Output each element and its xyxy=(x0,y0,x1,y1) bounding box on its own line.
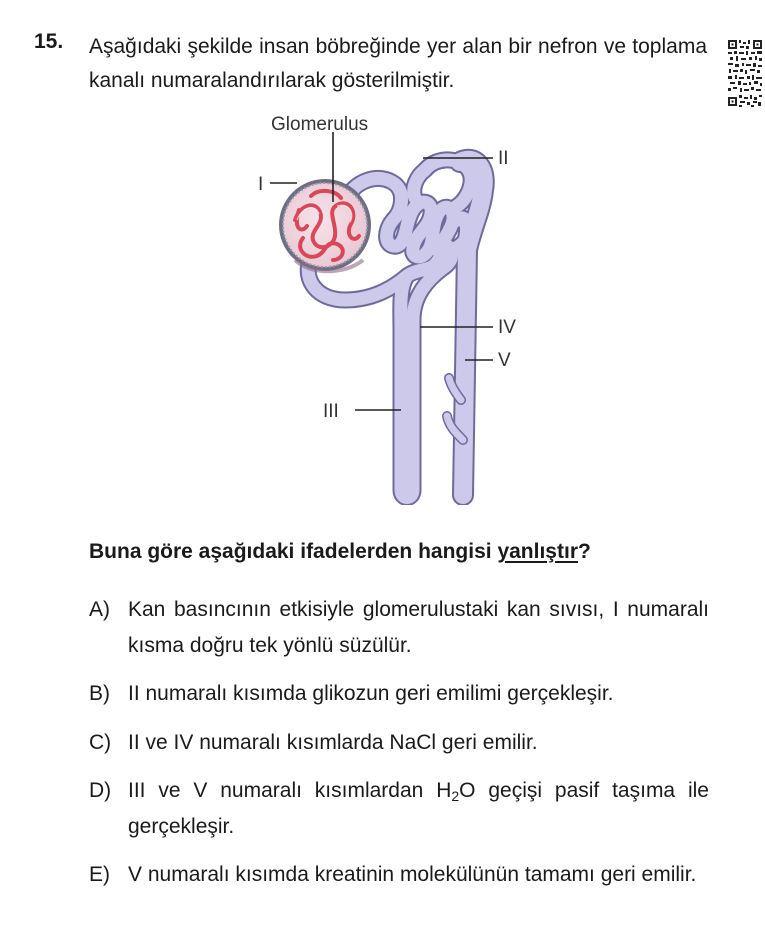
question-prompt: Buna göre aşağıdaki ifadelerden hangisi yanlıştır? xyxy=(89,540,591,563)
question-stem: Aşağıdaki şekilde insan böbreğinde yer alan bir nefron ve toplama kanalı numaralandırılarak gösterilmiştir. xyxy=(89,35,707,92)
option-letter: D) xyxy=(89,779,112,802)
option-text: Kan basıncının etkisiyle glomerulustaki kan sıvısı, I numaralı kısma doğru tek yönlü süzülür. xyxy=(128,598,709,657)
option-c[interactable] xyxy=(89,725,709,761)
option-text: II numaralı kısımda glikozun geri emilimi gerçekleşir. xyxy=(128,682,614,705)
label-III: III xyxy=(323,401,339,422)
emphasis-underline: yanlıştır xyxy=(497,540,578,563)
label-V: V xyxy=(498,350,511,371)
option-a[interactable] xyxy=(89,592,709,664)
nephron-figure xyxy=(255,110,545,505)
option-letter: E) xyxy=(89,863,110,886)
label-I: I xyxy=(258,174,264,195)
option-text: III ve V numaralı kısımlardan $H_2O$ geçişi pasif taşıma ile gerçekleşir. xyxy=(128,779,709,838)
label-II: II xyxy=(498,148,509,169)
option-letter: B) xyxy=(89,682,110,705)
qr-code-icon xyxy=(727,38,763,108)
option-d[interactable] xyxy=(89,773,709,845)
option-text: II ve IV numaralı kısımlarda NaCl geri emilir. xyxy=(128,731,538,754)
option-letter: A) xyxy=(89,598,110,621)
question-number: 15. xyxy=(34,30,64,53)
label-IV: IV xyxy=(498,317,516,338)
option-letter: C) xyxy=(89,731,112,754)
option-b[interactable] xyxy=(89,676,709,712)
option-e[interactable] xyxy=(89,857,709,893)
label-glomerulus: Glomerulus xyxy=(271,114,369,135)
option-text: V numaralı kısımda kreatinin molekülünün tamamı geri emilir. xyxy=(128,863,697,886)
